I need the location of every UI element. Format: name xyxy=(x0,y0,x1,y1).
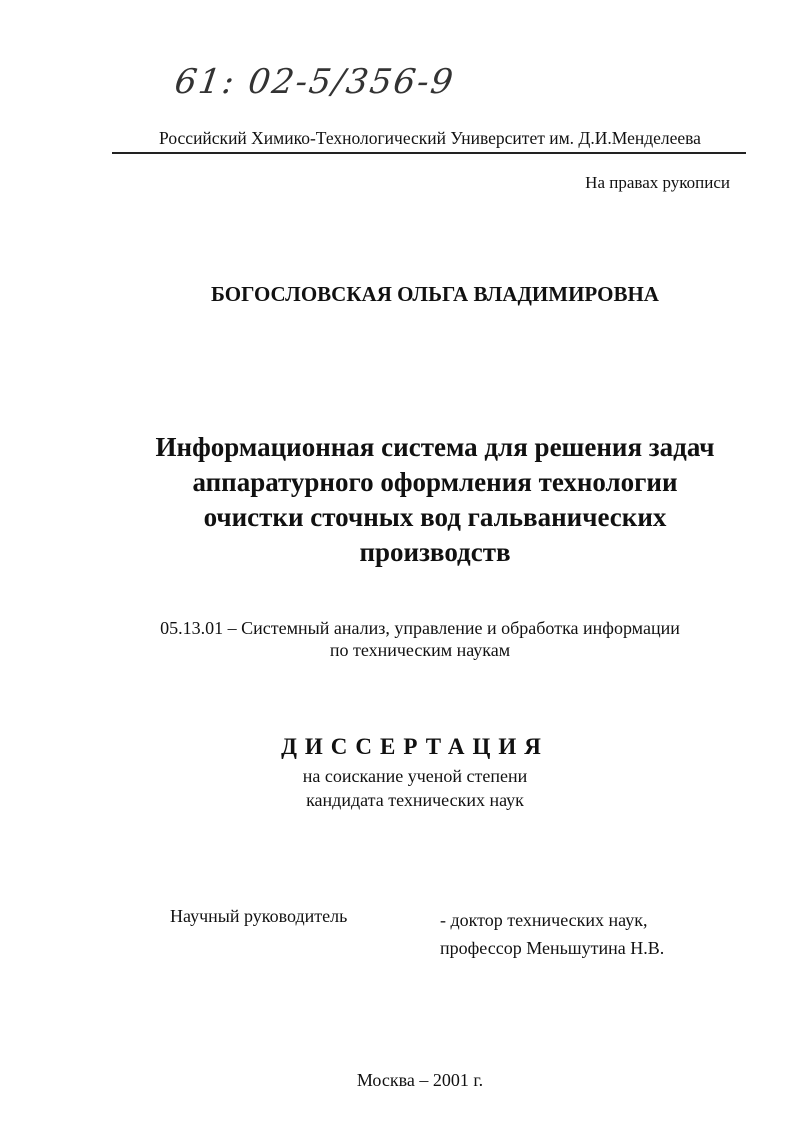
degree-line: на соискание ученой степени xyxy=(302,766,528,786)
document-type: ДИССЕРТАЦИЯ xyxy=(281,734,549,759)
specialty-line: 05.13.01 – Системный анализ, управление и обработка информации xyxy=(160,618,680,638)
handwritten-archive-code: 61: 02-5/356-9 xyxy=(172,62,458,102)
title-line: производств xyxy=(359,537,511,567)
dissertation-title xyxy=(0,430,793,570)
supervisor-label: Научный руководитель xyxy=(170,906,348,926)
author-name: БОГОСЛОВСКАЯ ОЛЬГА ВЛАДИМИРОВНА xyxy=(211,282,659,306)
specialty xyxy=(0,617,793,661)
degree-sought xyxy=(0,764,793,812)
city-year: Москва – 2001 г. xyxy=(356,1070,484,1090)
supervisor-line: профессор Меньшутина Н.В. xyxy=(440,938,665,958)
degree-line: кандидата технических наук xyxy=(306,790,524,810)
supervisor-info xyxy=(440,906,664,962)
university-name: Российский Химико-Технологический Университет им. Д.И.Менделеева xyxy=(159,128,701,148)
title-line: аппаратурного оформления технологии xyxy=(192,467,678,497)
supervisor-line: - доктор технических наук, xyxy=(440,910,648,930)
rights-note: На правах рукописи xyxy=(585,173,730,192)
title-line: очистки сточных вод гальванических xyxy=(203,502,667,532)
specialty-line: по техническим наукам xyxy=(329,640,511,660)
title-line: Информационная система для решения задач xyxy=(155,432,715,462)
header-rule xyxy=(112,152,746,154)
